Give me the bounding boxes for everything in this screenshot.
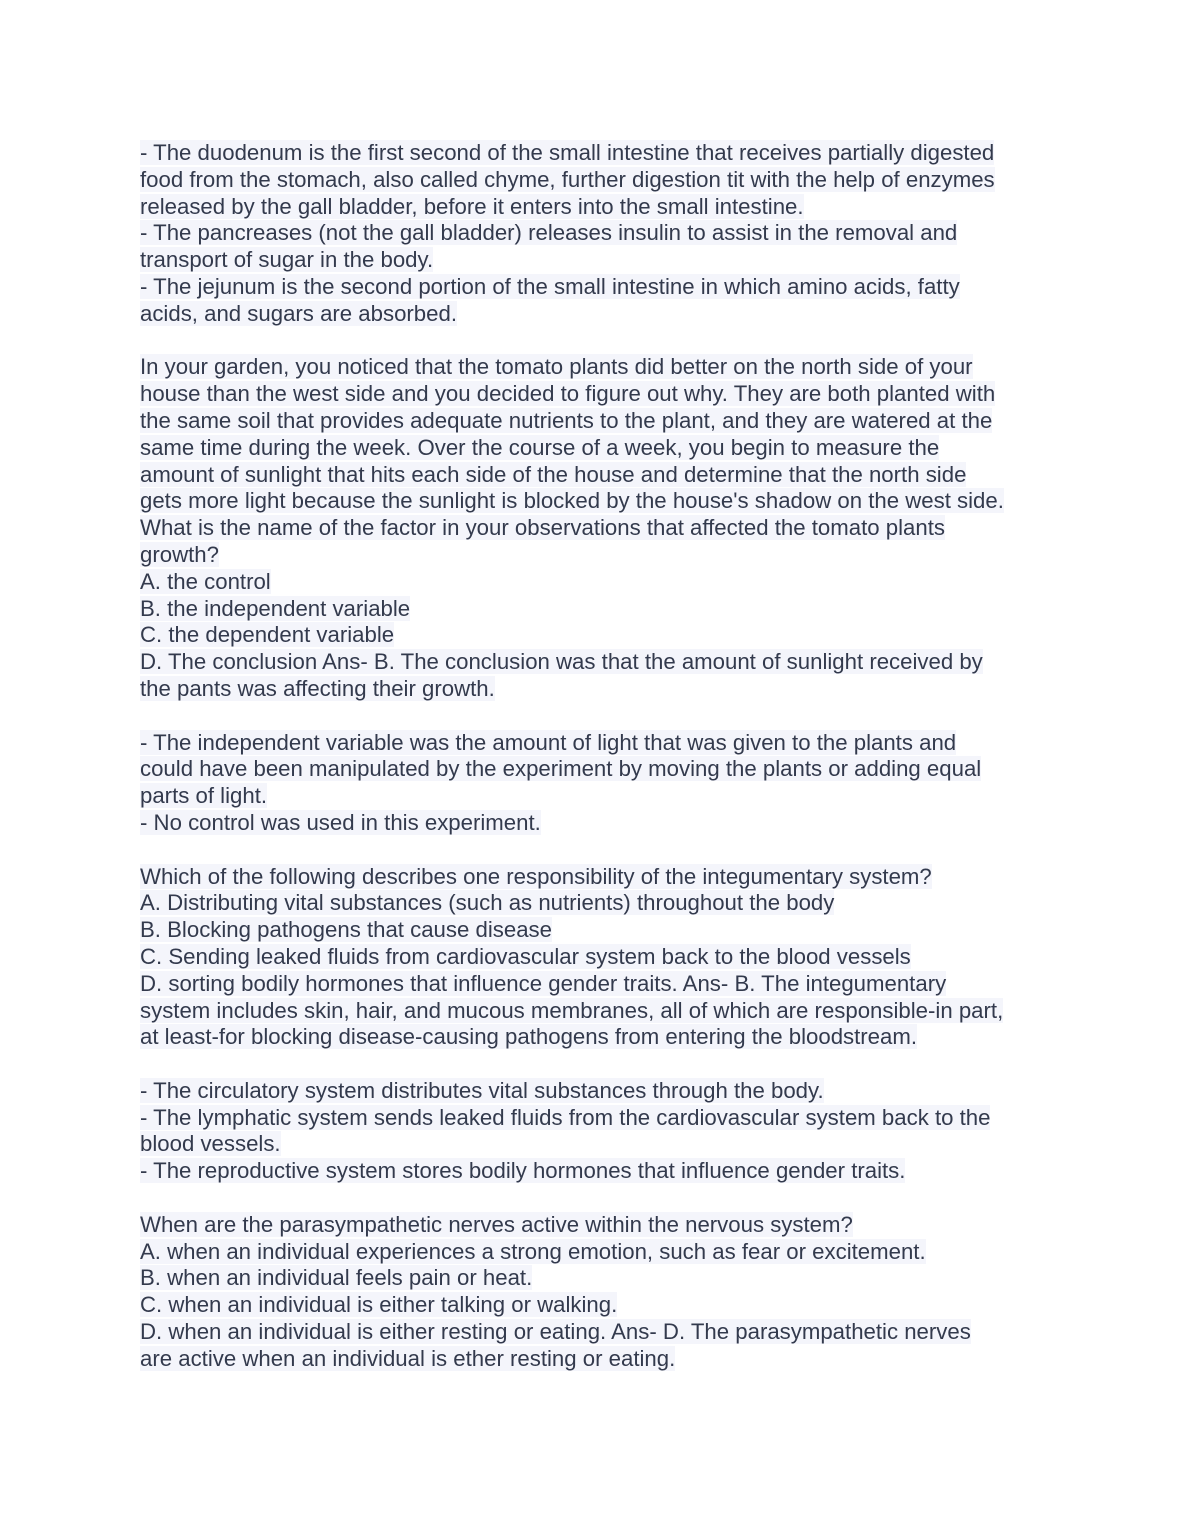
text-line: released by the gall bladder, before it enters into the small intestine. <box>140 193 804 219</box>
paragraph-variable-notes <box>140 730 1060 837</box>
text-line: food from the stomach, also called chyme, further digestion tit with the help of enzymes <box>140 166 995 192</box>
question-integumentary-system <box>140 864 1060 1052</box>
paragraph-gap <box>140 837 1060 864</box>
question-text-line: In your garden, you noticed that the tomato plants did better on the north side of your <box>140 354 973 380</box>
text-line: - The circulatory system distributes vital substances through the body. <box>140 1077 824 1103</box>
text-line: acids, and sugars are absorbed. <box>140 300 457 326</box>
text-line: transport of sugar in the body. <box>140 247 434 273</box>
question-text-line: gets more light because the sunlight is blocked by the house's shadow on the west side. <box>140 488 1004 514</box>
text-line: parts of light. <box>140 783 268 809</box>
paragraph-body-system-notes <box>140 1078 1060 1185</box>
text-line: - The jejunum is the second portion of the small intestine in which amino acids, fatty <box>140 273 960 299</box>
paragraph-small-intestine-notes <box>140 140 1060 328</box>
answer-explanation-line: at least-for blocking disease-causing pathogens from entering the bloodstream. <box>140 1024 918 1050</box>
paragraph-gap <box>140 703 1060 730</box>
paragraph-gap <box>140 1051 1060 1078</box>
question-text-line: the same soil that provides adequate nutrients to the plant, and they are watered at the <box>140 407 993 433</box>
question-text-line: house than the west side and you decided to figure out why. They are both planted with <box>140 381 996 407</box>
question-text-line: Which of the following describes one responsibility of the integumentary system? <box>140 863 932 889</box>
question-text-line: What is the name of the factor in your observations that affected the tomato plants <box>140 515 945 541</box>
answer-option-a: A. when an individual experiences a strong emotion, such as fear or excitement. <box>140 1238 926 1264</box>
answer-explanation-line: the pants was affecting their growth. <box>140 675 495 701</box>
paragraph-gap <box>140 1185 1060 1212</box>
text-line: - The reproductive system stores bodily hormones that influence gender traits. <box>140 1158 906 1184</box>
text-line: - No control was used in this experiment. <box>140 809 541 835</box>
answer-explanation-line: system includes skin, hair, and mucous membranes, all of which are responsible-in part, <box>140 997 1004 1023</box>
question-parasympathetic-nerves <box>140 1212 1060 1373</box>
answer-explanation-line: are active when an individual is ether resting or eating. <box>140 1345 676 1371</box>
text-line: - The pancreases (not the gall bladder) releases insulin to assist in the removal and <box>140 220 958 246</box>
answer-option-c: C. when an individual is either talking or walking. <box>140 1292 618 1318</box>
answer-option-a: A. Distributing vital substances (such as nutrients) throughout the body <box>140 890 835 916</box>
text-line: - The independent variable was the amount of light that was given to the plants and <box>140 729 957 755</box>
answer-option-d: D. when an individual is either resting or eating. Ans- D. The parasympathetic nerves <box>140 1319 971 1345</box>
document-body <box>140 140 1060 1373</box>
text-line: - The lymphatic system sends leaked fluids from the cardiovascular system back to the <box>140 1104 991 1130</box>
text-line: blood vessels. <box>140 1131 281 1157</box>
answer-option-d: D. sorting bodily hormones that influence gender traits. Ans- B. The integumentary <box>140 970 947 996</box>
text-line: could have been manipulated by the experiment by moving the plants or adding equal <box>140 756 982 782</box>
answer-option-b: B. when an individual feels pain or heat. <box>140 1265 533 1291</box>
text-line: - The duodenum is the first second of the small intestine that receives partially digested <box>140 140 995 165</box>
paragraph-gap <box>140 328 1060 355</box>
answer-option-c: C. Sending leaked fluids from cardiovascular system back to the blood vessels <box>140 943 911 969</box>
question-text-line: When are the parasympathetic nerves active within the nervous system? <box>140 1211 853 1237</box>
answer-option-a: A. the control <box>140 568 271 594</box>
answer-option-c: C. the dependent variable <box>140 622 395 648</box>
answer-option-b: B. Blocking pathogens that cause disease <box>140 917 552 943</box>
answer-option-b: B. the independent variable <box>140 595 411 621</box>
answer-option-d: D. The conclusion Ans- B. The conclusion was that the amount of sunlight received by <box>140 649 983 675</box>
question-text-line: same time during the week. Over the course of a week, you begin to measure the <box>140 434 940 460</box>
question-tomato-plants <box>140 354 1060 702</box>
question-text-line: amount of sunlight that hits each side of the house and determine that the north side <box>140 461 967 487</box>
question-text-line: growth? <box>140 541 219 567</box>
